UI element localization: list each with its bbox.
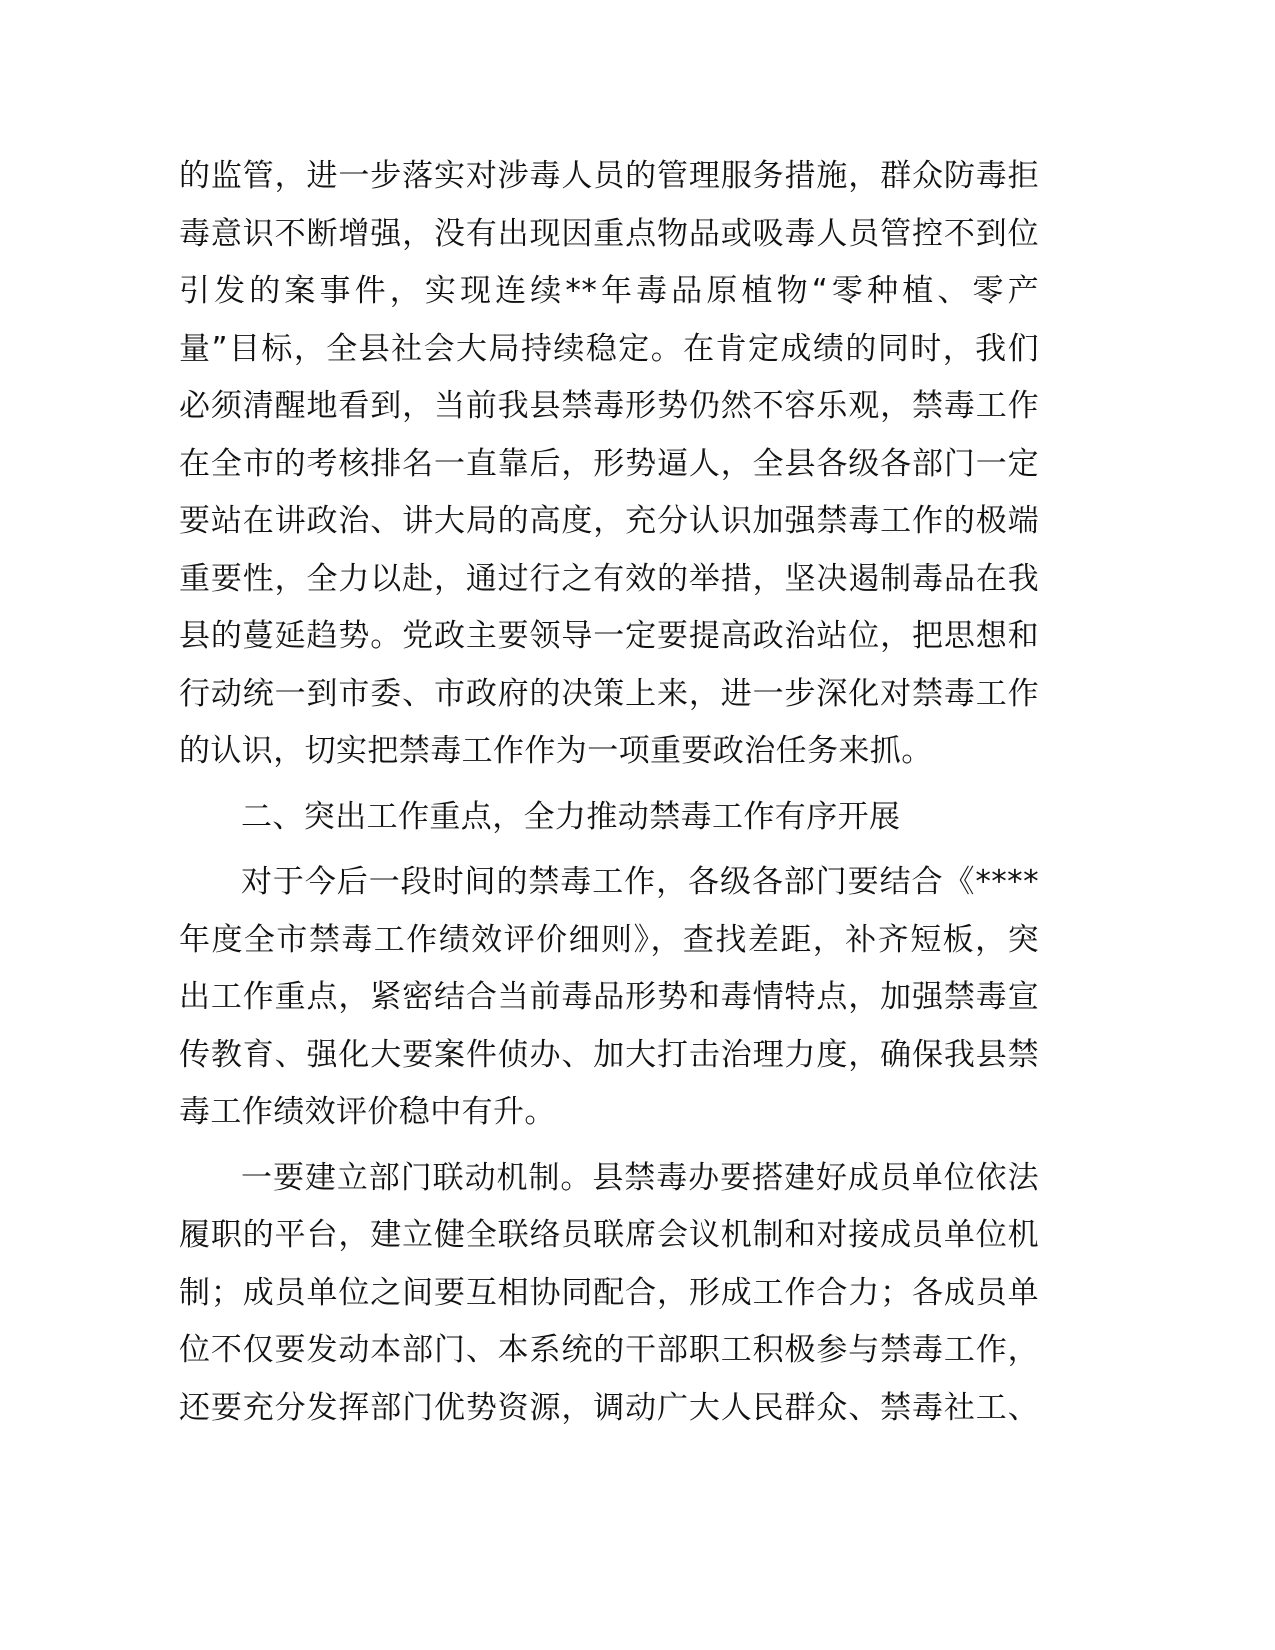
text-line: 还要充分发挥部门优势资源，调动广大人民群众、禁毒社工、 xyxy=(179,1389,1039,1426)
text-line: 传教育、强化大要案件侦办、加大打击治理力度，确保我县禁 xyxy=(179,1036,1039,1073)
text-line: 履职的平台，建立健全联络员联席会议机制和对接成员单位机 xyxy=(179,1217,1039,1253)
text-line: 出工作重点，紧密结合当前毒品形势和毒情特点，加强禁毒宣 xyxy=(179,979,1039,1015)
text-line: 行动统一到市委、市政府的决策上来，进一步深化对禁毒工作 xyxy=(179,675,1039,712)
text-line: 对于今后一段时间的禁毒工作，各级各部门要结合《**** xyxy=(241,864,1039,900)
text-line: 的认识，切实把禁毒工作作为一项重要政治任务来抓。 xyxy=(179,733,933,769)
text-line: 毒工作绩效评价稳中有升。 xyxy=(179,1094,556,1130)
paragraph-linkage-mechanism xyxy=(179,1150,1039,1438)
paragraph-gap xyxy=(179,781,1039,789)
body-text xyxy=(179,148,1039,1437)
text-line: 重要性，全力以赴，通过行之有效的举措，坚决遏制毒品在我 xyxy=(179,560,1039,597)
text-line: 毒意识不断增强，没有出现因重点物品或吸毒人员管控不到位 xyxy=(179,215,1039,252)
text-line: 引发的案事件，实现连续**年毒品原植物“零种植、零产 xyxy=(179,273,1039,309)
paragraph-supervision-summary xyxy=(179,148,1039,781)
heading-line: 二、突出工作重点，全力推动禁毒工作有序开展 xyxy=(241,798,901,835)
text-line: 必须清醒地看到，当前我县禁毒形势仍然不容乐观，禁毒工作 xyxy=(179,388,1039,424)
paragraph-gap xyxy=(179,846,1039,854)
text-line: 的监管，进一步落实对涉毒人员的管理服务措施，群众防毒拒 xyxy=(179,158,1039,194)
text-line: 在全市的考核排名一直靠后，形势逼人，全县各级各部门一定 xyxy=(179,445,1039,482)
paragraph-work-focus xyxy=(179,854,1039,1142)
text-line: 年度全市禁毒工作绩效评价细则》，查找差距，补齐短板，突 xyxy=(179,921,1039,958)
text-line: 县的蔓延趋势。党政主要领导一定要提高政治站位，把思想和 xyxy=(179,618,1039,654)
text-line: 一要建立部门联动机制。县禁毒办要搭建好成员单位依法 xyxy=(241,1159,1039,1196)
text-line: 制；成员单位之间要互相协同配合，形成工作合力；各成员单 xyxy=(179,1274,1039,1311)
paragraph-gap xyxy=(179,1142,1039,1150)
text-line: 位不仅要发动本部门、本系统的干部职工积极参与禁毒工作， xyxy=(179,1332,1039,1368)
text-line: 量”目标，全县社会大局持续稳定。在肯定成绩的同时，我们 xyxy=(179,330,1039,367)
section-heading xyxy=(179,789,1039,847)
text-line: 要站在讲政治、讲大局的高度，充分认识加强禁毒工作的极端 xyxy=(179,503,1039,539)
